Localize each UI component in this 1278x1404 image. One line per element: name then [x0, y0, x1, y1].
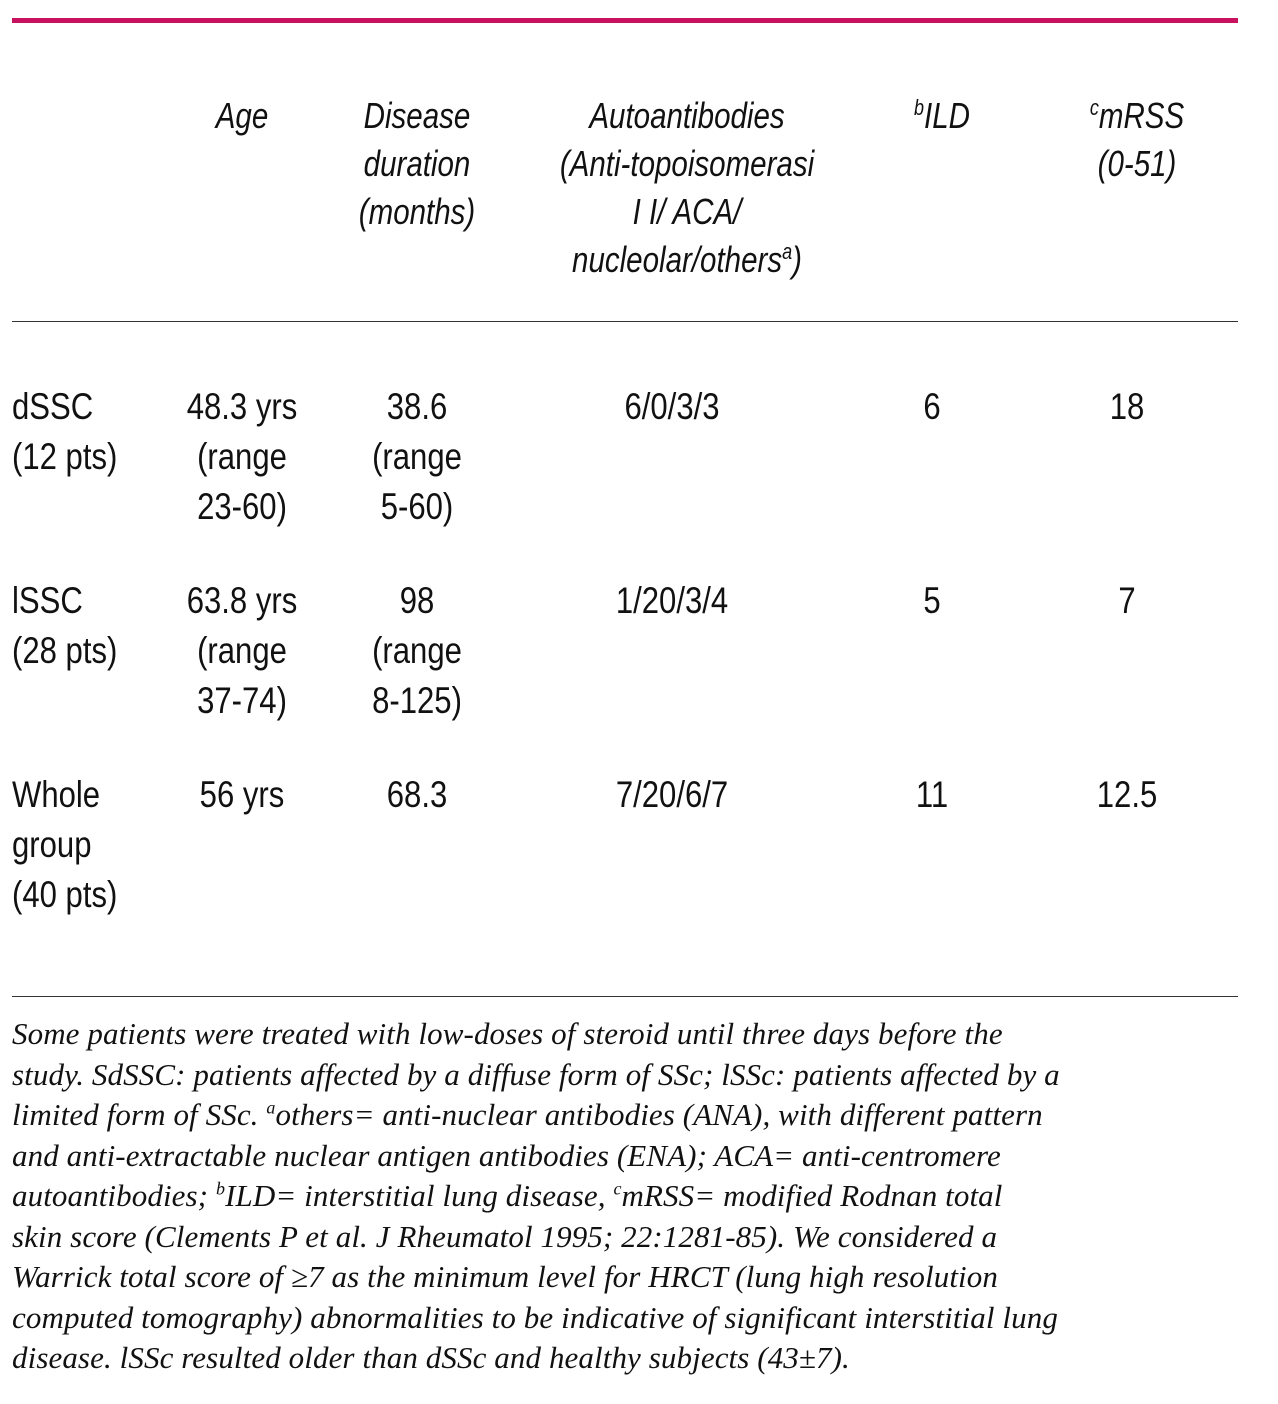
header-ild: $^b$ILD: [914, 95, 970, 136]
cell-ild: 5: [923, 580, 941, 621]
cell-ild: 11: [915, 774, 949, 815]
header-divider: [12, 321, 1238, 322]
cell-age: 63.8 yrs (range 37-74): [186, 580, 298, 721]
cell-age: 48.3 yrs (range 23-60): [186, 386, 298, 527]
cell-mrss: 12.5: [1096, 774, 1158, 815]
table-header: [12, 92, 1238, 292]
cell-duration: 68.3: [386, 774, 448, 815]
cell-autoantibodies: 7/20/6/7: [615, 774, 729, 815]
header-mrss: $^c$mRSS (0-51): [1089, 95, 1185, 184]
cell-duration: 98 (range 8-125): [372, 580, 462, 721]
header-age: Age: [215, 95, 269, 136]
cell-ild: 6: [923, 386, 941, 427]
cell-autoantibodies: 1/20/3/4: [615, 580, 729, 621]
header-autoantibodies: Autoantibodies (Anti-topoisomerasi I I/ ACA/ nucleolar/others$^a$): [559, 95, 815, 280]
row-label: dSSC (12 pts): [12, 386, 118, 477]
cell-mrss: 7: [1118, 580, 1136, 621]
header-disease-duration: Disease duration (months): [358, 95, 476, 232]
cell-autoantibodies: 6/0/3/3: [624, 386, 720, 427]
cell-duration: 38.6 (range 5-60): [372, 386, 462, 527]
row-label: lSSC (28 pts): [12, 580, 118, 671]
cell-age: 56 yrs: [199, 774, 285, 815]
table-footnote: Some patients were treated with low-doses of steroid until three days before the study. SdSSC: patients affected by a diffuse form of SSc; lSSc: patients affected by a limited form of SSc. $^a$others= anti-nuclear antibodies (ANA), with different pattern and anti-extractable nuclear antigen antibodies (ENA); ACA= anti-centromere autoantibodies; $^b$ILD= interstitial lung disease, $^c$mRSS= modified Rodnan total skin score (Clements P et al. J Rheumatol 1995; 22:1281-85). We considered a Warrick total score of ≥7 as the minimum level for HRCT (lung high resolution computed tomography) abnormalities to be indicative of significant interstitial lung disease. lSSc resulted older than dSSc and healthy subjects (43±7).: [12, 1016, 1060, 1375]
top-accent-rule: [12, 18, 1238, 23]
cell-mrss: 18: [1109, 386, 1145, 427]
footnote-divider: [12, 996, 1238, 997]
row-label: Whole group (40 pts): [12, 774, 118, 915]
